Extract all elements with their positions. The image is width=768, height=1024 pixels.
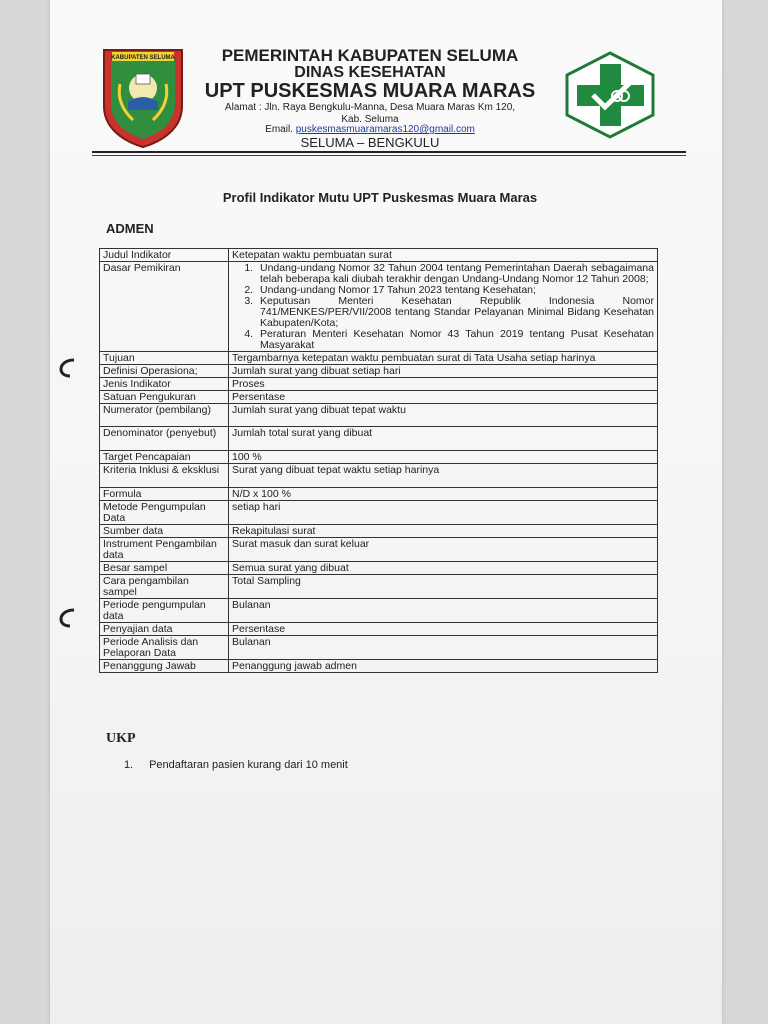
row-label: Kriteria Inklusi & eksklusi: [100, 464, 229, 488]
table-row: [100, 451, 658, 464]
row-value: Ketepatan waktu pembuatan surat: [229, 249, 658, 262]
row-value: Rekapitulasi surat: [229, 525, 658, 538]
header-institution: UPT PUSKESMAS MUARA MARAS: [204, 80, 536, 102]
list-item: 3. Keputusan Menteri Kesehatan Republik Indonesia Nomor 741/MENKES/PER/VII/2008 tentang Standar Pelayanan Minimal Bidang Kesehatan Kabupaten/Kota;: [256, 296, 654, 329]
row-value: Surat masuk dan surat keluar: [229, 538, 658, 562]
table-row: [100, 538, 658, 562]
row-value: Proses: [229, 378, 658, 391]
section-heading-admen: ADMEN: [106, 221, 154, 236]
row-label: Metode Pengumpulan Data: [100, 501, 229, 525]
header-divider-thin: [92, 155, 686, 156]
row-value: Jumlah surat yang dibuat setiap hari: [229, 365, 658, 378]
table-row: [100, 262, 658, 352]
table-row: [100, 488, 658, 501]
header-region: SELUMA – BENGKULU: [300, 135, 440, 150]
indicator-profile-table: [99, 248, 658, 673]
row-value: Surat yang dibuat tepat waktu setiap harinya: [229, 464, 658, 488]
list-text: Pendaftaran pasien kurang dari 10 menit: [149, 759, 348, 771]
table-row: [100, 378, 658, 391]
row-value: Persentase: [229, 623, 658, 636]
row-value: Bulanan: [229, 636, 658, 660]
table-row: [100, 525, 658, 538]
email-link[interactable]: puskesmasmuaramaras120@gmail.com: [295, 124, 475, 135]
table-row: [100, 623, 658, 636]
row-label: Dasar Pemikiran: [100, 262, 229, 352]
row-label: Cara pengambilan sampel: [100, 575, 229, 599]
table-row: [100, 575, 658, 599]
table-row: [100, 352, 658, 365]
list-item: 4. Peraturan Menteri Kesehatan Nomor 43 Tahun 2019 tentang Pusat Kesehatan Masyarakat: [256, 329, 654, 351]
row-value: N/D x 100 %: [229, 488, 658, 501]
row-label: Jenis Indikator: [100, 378, 229, 391]
row-label: Target Pencapaian: [100, 451, 229, 464]
table-row: [100, 427, 658, 451]
row-value: Penanggung jawab admen: [229, 660, 658, 673]
header-department: DINAS KESEHATAN: [294, 64, 446, 81]
row-label: Numerator (pembilang): [100, 404, 229, 427]
email-label: Email.: [265, 124, 293, 135]
emblem-caption: KABUPATEN SELUMA: [111, 55, 175, 61]
table-row: [100, 404, 658, 427]
list-item: 1. Undang-undang Nomor 32 Tahun 2004 tentang Pemerintahan Daerah sebagaimana telah beberapa kali diubah terakhir dengan Undang-Undang Nomor 12 Tahun 2008;: [256, 263, 654, 285]
table-row: [100, 660, 658, 673]
list-number: 1.: [124, 759, 134, 771]
header-address-line2: Kab. Seluma: [341, 114, 399, 125]
section-heading-ukp: UKP: [106, 731, 136, 746]
row-label: Denominator (penyebut): [100, 427, 229, 451]
list-item: 2. Undang-undang Nomor 17 Tahun 2023 tentang Kesehatan;: [256, 285, 654, 296]
row-value: Tergambarnya ketepatan waktu pembuatan surat di Tata Usaha setiap harinya: [229, 352, 658, 365]
row-label: Periode Analisis dan Pelaporan Data: [100, 636, 229, 660]
table-row: [100, 599, 658, 623]
row-label: Besar sampel: [100, 562, 229, 575]
row-value: Persentase: [229, 391, 658, 404]
table-row: [100, 249, 658, 262]
table-row: [100, 501, 658, 525]
table-row: [100, 365, 658, 378]
row-label: Sumber data: [100, 525, 229, 538]
row-label: Penanggung Jawab: [100, 660, 229, 673]
header-email-line: [200, 124, 540, 135]
row-value: 100 %: [229, 451, 658, 464]
list-item: [124, 759, 348, 771]
row-label: Instrument Pengambilan data: [100, 538, 229, 562]
header-address: Alamat : Jln. Raya Bengkulu-Manna, Desa Muara Maras Km 120,: [224, 102, 516, 113]
row-label: Satuan Pengukuran: [100, 391, 229, 404]
table-row: [100, 636, 658, 660]
row-value: Jumlah surat yang dibuat tepat waktu: [229, 404, 658, 427]
row-value: Jumlah total surat yang dibuat: [229, 427, 658, 451]
row-label: Formula: [100, 488, 229, 501]
header-government: PEMERINTAH KABUPATEN SELUMA: [221, 46, 519, 65]
row-label: Penyajian data: [100, 623, 229, 636]
document-title: Profil Indikator Mutu UPT Puskesmas Muara Maras: [222, 190, 538, 205]
puskesmas-logo: [563, 50, 658, 140]
row-value: Total Sampling: [229, 575, 658, 599]
row-value: setiap hari: [229, 501, 658, 525]
seluma-regency-emblem: [98, 44, 188, 149]
row-label: Tujuan: [100, 352, 229, 365]
header-divider: [92, 151, 686, 153]
row-value: Semua surat yang dibuat: [229, 562, 658, 575]
row-value: Bulanan: [229, 599, 658, 623]
table-row: [100, 562, 658, 575]
punch-hole-mark: [58, 607, 78, 629]
row-value-list: [229, 262, 658, 352]
table-row: [100, 391, 658, 404]
row-label: Definisi Operasiona;: [100, 365, 229, 378]
row-label: Periode pengumpulan data: [100, 599, 229, 623]
table-row: [100, 464, 658, 488]
punch-hole-mark: [58, 357, 78, 379]
legal-basis-list: [232, 263, 654, 351]
row-label: Judul Indikator: [100, 249, 229, 262]
